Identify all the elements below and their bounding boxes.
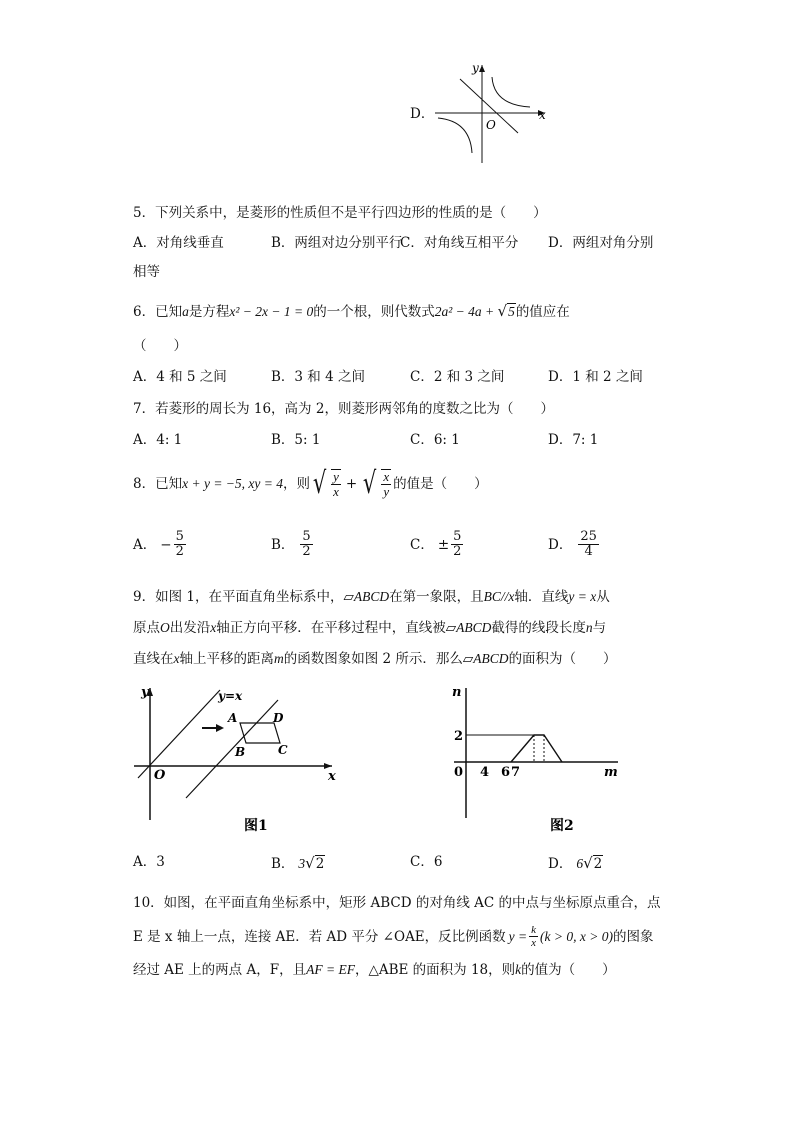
point-a: A xyxy=(228,711,238,725)
figure-1-caption: 图1 xyxy=(244,818,268,834)
y-axis-label: y xyxy=(472,61,479,75)
point-d: D xyxy=(273,711,284,725)
q8-frac1: $\frac{y}{x}$ xyxy=(333,468,339,499)
q6-sqrt-content: 5 xyxy=(508,304,515,319)
m-axis-label: m xyxy=(604,765,618,780)
q7-option-d: D．7: 1 xyxy=(548,432,599,448)
q6-option-b: B．3 和 4 之间 xyxy=(271,369,365,385)
q6-option-c: C．2 和 3 之间 xyxy=(410,369,505,385)
q10-line2: E 是 x 轴上一点，连接 AE．若 AD 平分 ∠OAE，反比例函数 y = $\frac{k}{x}$ (k > 0, x > 0) 的图象 xyxy=(133,924,654,950)
hyperbola-branch-2 xyxy=(438,118,472,153)
n-axis-label: n xyxy=(452,685,462,700)
function-graph xyxy=(511,735,562,762)
q8-mid: ，则 xyxy=(283,475,311,492)
q6-var-a: a xyxy=(182,304,189,319)
q9-option-d: D． 6√2 xyxy=(548,854,603,872)
q6-post: 的值应在 xyxy=(515,304,570,320)
q9-option-b: B． 3√2 xyxy=(271,854,325,872)
tick-4: 4 xyxy=(480,765,490,780)
parallelogram-abcd xyxy=(240,723,280,743)
q6-paren: （ ） xyxy=(133,338,187,354)
q7-option-a: A．4: 1 xyxy=(133,432,183,448)
q6-pre: 6．已知 xyxy=(133,304,183,320)
q9-line1: 9．如图 1，在平面直角坐标系中，▱ABCD在第一象限，且BC//x轴．直线y = x从 xyxy=(133,589,610,605)
q8-pre: 8．已知 xyxy=(133,475,183,492)
q7-stem: 7．若菱形的周长为 16，高为 2，则菱形两邻角的度数之比为（ ） xyxy=(133,401,554,417)
q6-expr: 2a² − 4a + xyxy=(434,304,498,319)
q7-option-c: C．6: 1 xyxy=(410,432,460,448)
y-axis-arrow xyxy=(479,65,485,72)
x-axis-label: x xyxy=(328,769,336,784)
tick-7: 7 xyxy=(511,765,521,780)
q9-line3: 直线在x轴上平移的距离m的函数图象如图 2 所示．那么▱ABCD的面积为（ ） xyxy=(133,651,617,667)
q10-line3: 经过 AE 上的两点 A，F，且AF = EF，△ABE 的面积为 18，则k的值为（ ） xyxy=(133,962,616,978)
line-label: y=x xyxy=(218,689,243,703)
q9-figure-1 xyxy=(128,680,348,840)
q6-mid2: 的一个根，则代数式 xyxy=(313,304,435,320)
q9-option-a: A．3 xyxy=(133,854,165,870)
y-axis-label: y xyxy=(141,685,149,700)
q6-option-d: D．1 和 2 之间 xyxy=(548,369,643,385)
origin-label: O xyxy=(486,118,496,132)
point-c: C xyxy=(278,743,288,757)
q8-cond: x + y = −5, xy = 4 xyxy=(182,475,284,491)
q5-option-d: D．两组对角分别 xyxy=(548,235,654,251)
q8-plus: + xyxy=(345,475,358,492)
sqrt-symbol: √ xyxy=(312,466,327,501)
q6-equation: x² − 2x − 1 = 0 xyxy=(229,304,314,319)
q8-option-d: D． $\frac{25}{4}$ xyxy=(548,529,597,560)
origin-label: 0 xyxy=(454,765,464,780)
tick-2: 2 xyxy=(454,729,464,744)
figure-2-caption: 图2 xyxy=(550,818,574,834)
q9-figure-2 xyxy=(448,680,623,840)
q7-option-b: B．5: 1 xyxy=(271,432,321,448)
q8-option-a: A． − $\frac{5}{2}$ xyxy=(133,529,184,560)
q9-option-c: C．6 xyxy=(410,854,443,870)
sqrt-symbol: √ xyxy=(363,466,377,501)
origin-label: O xyxy=(154,768,166,783)
sqrt-symbol: √ xyxy=(497,302,508,320)
q8-option-b: B． $\frac{5}{2}$ xyxy=(271,529,311,560)
q8-frac2: $\frac{x}{y}$ xyxy=(383,468,390,499)
q8-post: 的值是（ ） xyxy=(393,475,488,492)
q5-option-b: B．两组对边分别平行 xyxy=(271,235,403,251)
q4-option-d-label: D． xyxy=(410,106,435,122)
q10-line1: 10．如图，在平面直角坐标系中，矩形 ABCD 的对角线 AC 的中点与坐标原点重合，点 xyxy=(133,895,661,911)
x-axis-label: x xyxy=(539,108,546,122)
tick-6: 6 xyxy=(501,765,511,780)
q4-option-d-graph xyxy=(430,55,560,170)
q5-option-c: C．对角线互相平分 xyxy=(400,235,519,251)
point-b: B xyxy=(235,745,246,759)
q6-stem xyxy=(133,302,570,320)
q6-mid: 是方程 xyxy=(188,304,230,320)
q8-option-c: C． ± $\frac{5}{2}$ xyxy=(410,529,462,560)
arrow-icon xyxy=(216,724,224,732)
hyperbola-branch-1 xyxy=(492,77,530,107)
q6-option-a: A．4 和 5 之间 xyxy=(133,369,227,385)
q8-stem xyxy=(133,466,488,502)
q5-option-a: A．对角线垂直 xyxy=(133,235,224,251)
q5-stem: 5．下列关系中，是菱形的性质但不是平行四边形的性质的是（ ） xyxy=(133,205,547,221)
q9-line2: 原点O出发沿x轴正方向平移．在平移过程中，直线被▱ABCD截得的线段长度n与 xyxy=(133,620,607,636)
q5-option-d-cont: 相等 xyxy=(133,264,160,280)
